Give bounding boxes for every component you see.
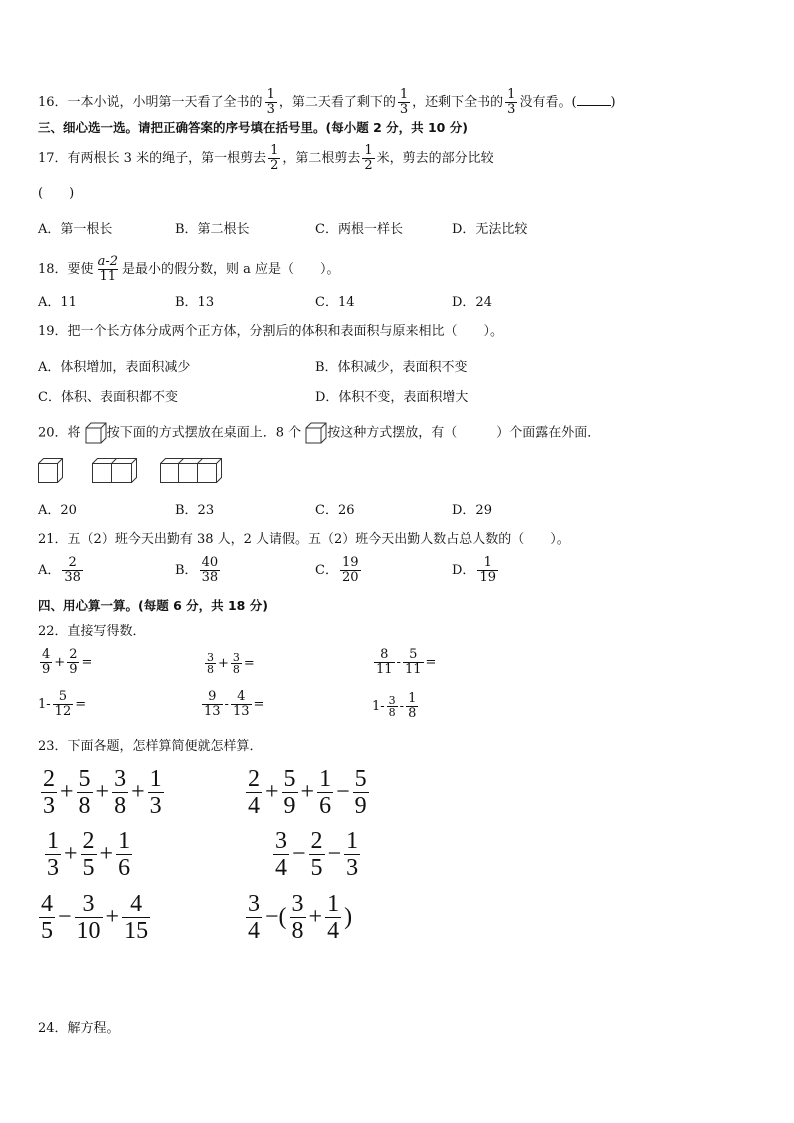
option-c[interactable]: C． $\frac{19}{20}$ <box>315 555 359 585</box>
question-24: 24．解方程。 <box>38 1021 120 1036</box>
option-c[interactable]: C．26 <box>315 503 355 518</box>
question-17: 17．有两根长 3 米的绳子，第一根剪去 $\frac{1}{2}$ ，第二根剪去 $\frac{1}{2}$ 米，剪去的部分比较 <box>38 143 494 173</box>
section-3-heading: 三、细心选一选。请把正确答案的序号填在括号里。(每小题 2 分，共 10 分) <box>38 120 468 135</box>
cube-icon <box>305 422 327 444</box>
fraction: $\frac{40}{38}$ <box>201 555 219 585</box>
question-19: 19．把一个长方体分成两个正方体，分割后的体积和表面积与原来相比（ ）。 <box>38 324 504 339</box>
cube-icon <box>85 422 107 444</box>
expr-22-4: 1- $\frac{5}{12}$ = <box>38 689 87 719</box>
option-a[interactable]: A．11 <box>38 295 77 310</box>
fraction: $\frac{1}{3}$ <box>507 87 516 117</box>
expr-23-2: $\frac{2}{4}$ + $\frac{5}{9}$ + $\frac{1}{6}$ − $\frac{5}{9}$ <box>248 766 367 819</box>
option-b[interactable]: B．体积减少，表面积不变 <box>315 360 468 375</box>
option-d[interactable]: D．24 <box>452 295 492 310</box>
option-a[interactable]: A．20 <box>38 503 77 518</box>
fraction: $\frac{1}{2}$ <box>364 143 373 173</box>
one-cube-figure <box>38 458 64 484</box>
option-a[interactable]: A．第一根长 <box>38 222 113 237</box>
expr-23-6: $\frac{3}{4}$ −( $\frac{3}{8}$ + $\frac{1}{4}$ ) <box>248 891 353 944</box>
option-b[interactable]: B．13 <box>175 295 215 310</box>
three-cubes-figure <box>160 458 222 484</box>
option-a[interactable]: A．体积增加，表面积减少 <box>38 360 191 375</box>
fraction: $\frac{1}{19}$ <box>479 555 496 585</box>
option-d[interactable]: D．体积不变，表面积增大 <box>315 390 469 405</box>
question-16: 16．一本小说，小明第一天看了全书的 $\frac{1}{3}$ ，第二天看了剩下的 $\frac{1}{3}$ ，还剩下全书的 $\frac{1}{3}$ 没有看。( ) <box>38 87 616 117</box>
expr-23-5: $\frac{4}{5}$ − $\frac{3}{10}$ + $\frac{4}{15}$ <box>41 891 149 944</box>
section-4-heading: 四、用心算一算。(每题 6 分，共 18 分) <box>38 598 268 613</box>
option-b[interactable]: B．第二根长 <box>175 222 250 237</box>
option-c[interactable]: C．体积、表面积都不变 <box>38 390 178 405</box>
option-a[interactable]: A． $\frac{2}{38}$ <box>38 555 81 585</box>
option-b[interactable]: B． $\frac{40}{38}$ <box>175 555 219 585</box>
expr-23-4: $\frac{3}{4}$ − $\frac{2}{5}$ − $\frac{1}{3}$ <box>275 828 359 881</box>
option-d[interactable]: D． $\frac{1}{19}$ <box>452 555 496 585</box>
fraction: $\frac{1}{3}$ <box>266 87 275 117</box>
option-b[interactable]: B．23 <box>175 503 215 518</box>
expr-23-1: $\frac{2}{3}$ + $\frac{5}{8}$ + $\frac{3}{8}$ + $\frac{1}{3}$ <box>43 766 162 819</box>
answer-paren[interactable]: ( ) <box>38 186 75 201</box>
question-21: 21．五（2）班今天出勤有 38 人，2 人请假。五（2）班今天出勤人数占总人数的（ ）。 <box>38 532 570 547</box>
question-20: 20．将 按下面的方式摆放在桌面上．8 个 按这种方式摆放，有（ ）个面露在外面． <box>38 422 600 445</box>
fraction: $\frac{1}{3}$ <box>399 87 409 117</box>
question-18: 18．要使 $\frac{a-2}{11}$ 是最小的假分数，则 a 应是（ ）。 <box>38 254 340 284</box>
fraction: $\frac{2}{38}$ <box>64 555 81 585</box>
expr-22-3: $\frac{8}{11}$ - $\frac{5}{11}$ = <box>376 647 437 677</box>
two-cubes-figure <box>92 458 138 484</box>
fraction: $\frac{19}{20}$ <box>341 555 359 585</box>
expr-23-3: $\frac{1}{3}$ + $\frac{2}{5}$ + $\frac{1}{6}$ <box>47 828 131 881</box>
fraction: $\frac{a-2}{11}$ <box>97 254 118 284</box>
expr-22-1: $\frac{4}{9}$ + $\frac{2}{9}$ = <box>42 647 93 677</box>
option-c[interactable]: C．两根一样长 <box>315 222 403 237</box>
expr-22-6: 1- $\frac{3}{8}$ - $\frac{1}{8}$ <box>372 691 417 721</box>
expr-22-5: $\frac{9}{13}$ - $\frac{4}{13}$ = <box>204 689 265 719</box>
question-23: 23．下面各题，怎样算简便就怎样算． <box>38 739 263 754</box>
expr-22-2: $\frac{3}{8}$ + $\frac{3}{8}$ = <box>207 651 255 676</box>
answer-blank[interactable] <box>577 93 611 106</box>
option-d[interactable]: D．29 <box>452 503 492 518</box>
fraction: $\frac{1}{2}$ <box>270 143 279 173</box>
option-d[interactable]: D．无法比较 <box>452 222 528 237</box>
question-22: 22．直接写得数． <box>38 624 146 639</box>
option-c[interactable]: C．14 <box>315 295 355 310</box>
